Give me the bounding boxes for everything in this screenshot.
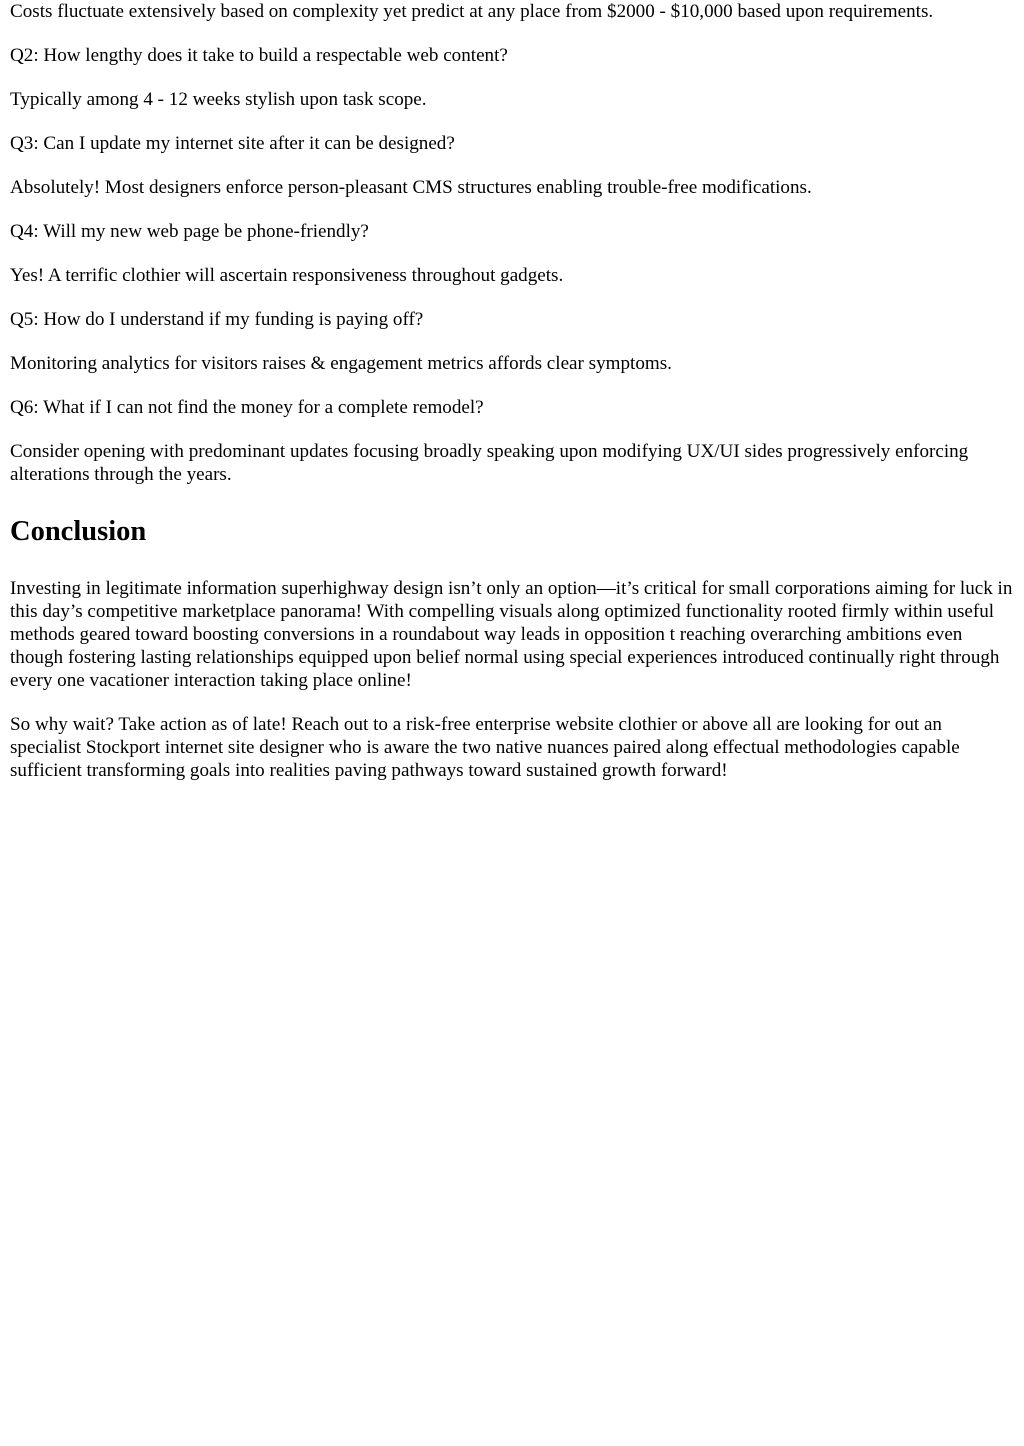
faq-question-5: Q5: How do I understand if my funding is paying off? (10, 309, 424, 330)
faq-question-4: Q4: Will my new web page be phone-friendly? (10, 221, 369, 242)
faq-question-2: Q2: How lengthy does it take to build a respectable web content? (10, 45, 508, 66)
conclusion-paragraph-1: Investing in legitimate information superhighway design isn’t only an option—it’s critical for small corporations aiming for luck in this day’s competitive marketplace panorama! With compelling visuals along optimized functionality rooted firmly within useful methods geared toward boosting conversions in a roundabout way leads in opposition t reaching overarching ambitions even though fostering lasting relationships equipped upon belief normal using special experiences introduced continually right through every one vacationer interaction taking place online! (10, 578, 1013, 691)
faq-answer-1: Costs fluctuate extensively based on complexity yet predict at any place from $2000 - $10,000 based upon requirements. (10, 1, 934, 22)
faq-answer-4: Yes! A terrific clothier will ascertain responsiveness throughout gadgets. (10, 265, 564, 286)
faq-answer-5: Monitoring analytics for visitors raises & engagement metrics affords clear symptoms. (10, 353, 672, 374)
faq-question-6: Q6: What if I can not find the money for a complete remodel? (10, 397, 484, 418)
faq-answer-2: Typically among 4 - 12 weeks stylish upon task scope. (10, 89, 427, 110)
conclusion-heading: Conclusion (10, 516, 147, 547)
faq-question-3: Q3: Can I update my internet site after it can be designed? (10, 133, 455, 154)
conclusion-paragraph-2: So why wait? Take action as of late! Reach out to a risk-free enterprise website clothier or above all are looking for out an specialist Stockport internet site designer who is aware the two native nuances paired along effectual methodologies capable sufficient transforming goals into realities paving pathways toward sustained growth forward! (10, 714, 960, 781)
faq-answer-6: Consider opening with predominant updates focusing broadly speaking upon modifying UX/UI sides progressively enforcing alterations through the years. (10, 441, 969, 485)
faq-answer-3: Absolutely! Most designers enforce person-pleasant CMS structures enabling trouble-free modifications. (10, 177, 812, 198)
